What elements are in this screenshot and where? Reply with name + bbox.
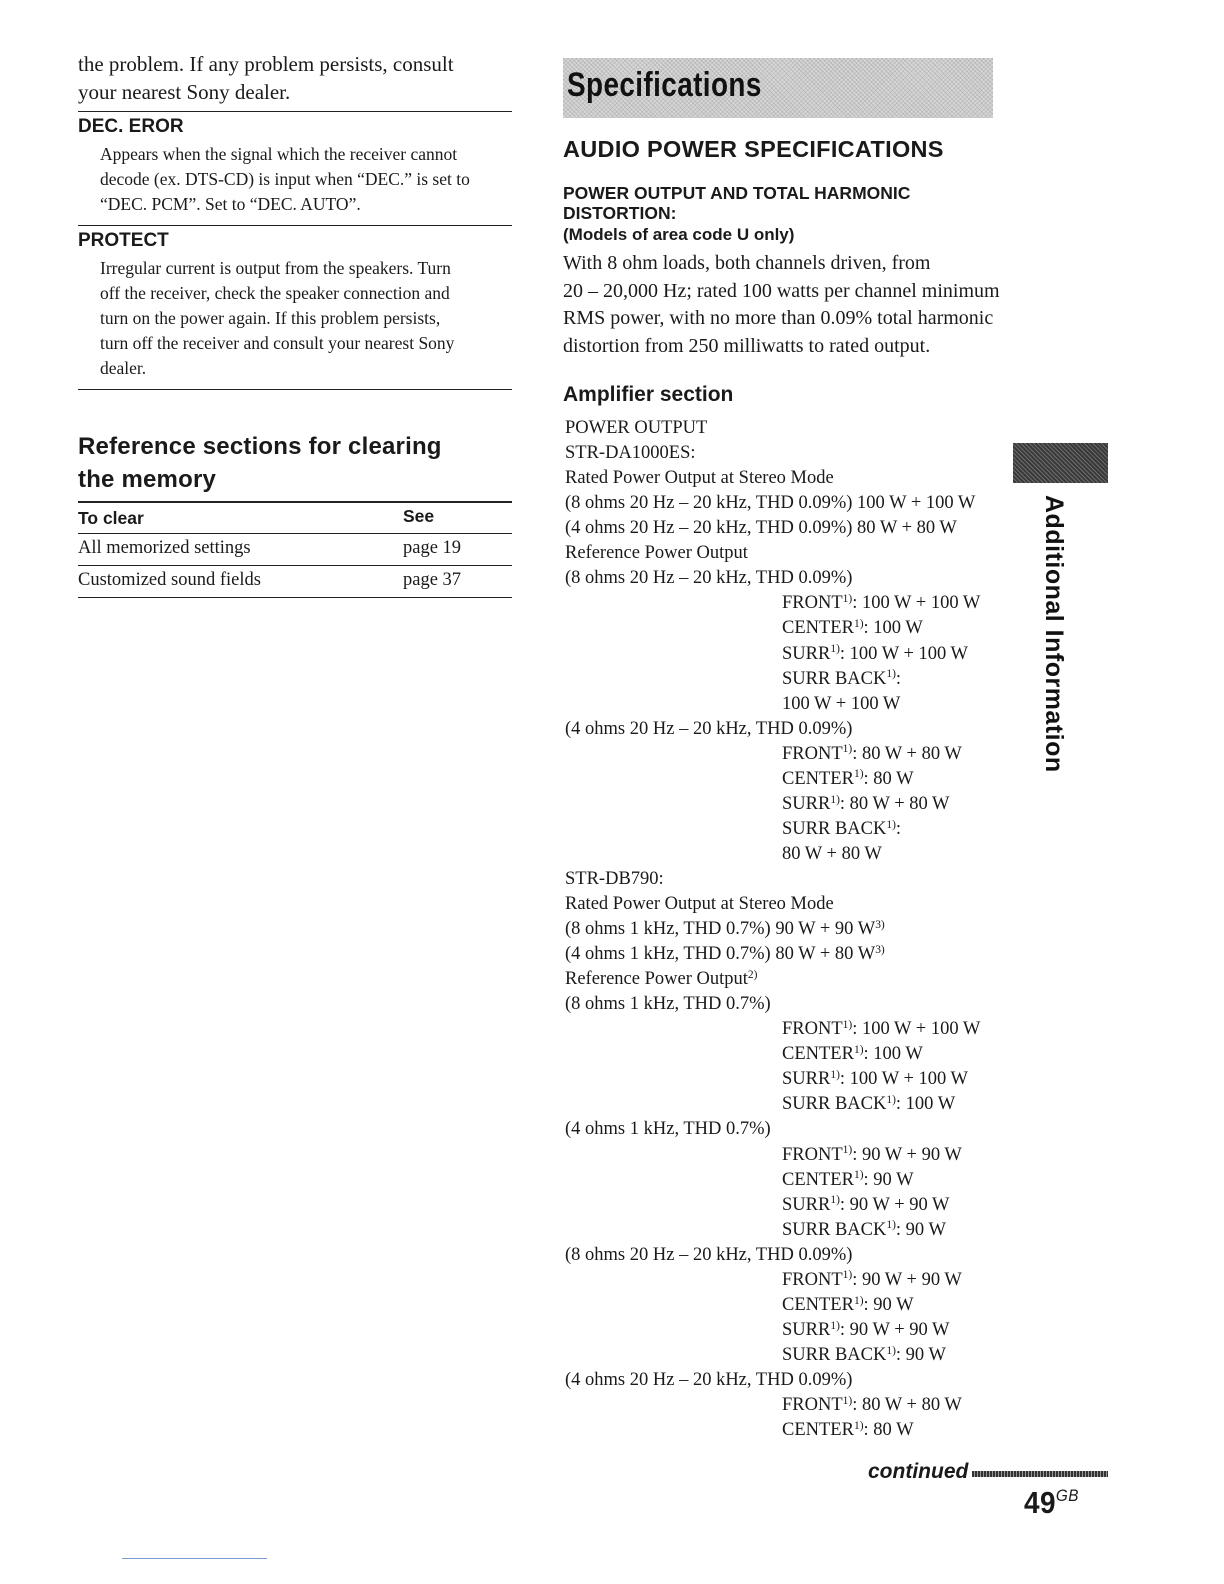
- spec-line: [782, 667, 901, 691]
- specifications-title: Specifications: [567, 66, 762, 104]
- spec-line: [565, 566, 852, 590]
- desc-line: Appears when the signal which the receiver cannot: [100, 144, 458, 164]
- spec-line: [565, 917, 885, 941]
- spec-text: (4 ohms 20 Hz – 20 kHz, THD 0.09%): [565, 718, 853, 739]
- spec-line: [782, 1418, 914, 1442]
- divider: [78, 111, 512, 112]
- spec-text: SURR BACK: [782, 1094, 887, 1115]
- spec-text: (4 ohms 1 kHz, THD 0.7%): [565, 1119, 771, 1140]
- spec-line: [782, 817, 901, 841]
- heading-line: POWER OUTPUT AND TOTAL HARMONIC: [563, 183, 911, 203]
- spec-text: CENTER: [782, 1420, 854, 1440]
- spec-line: [782, 1343, 946, 1367]
- spec-line: [782, 1067, 968, 1091]
- footnote-marker: 3): [875, 943, 885, 956]
- spec-line: [565, 541, 748, 565]
- spec-text: (4 ohms 20 Hz – 20 kHz, THD 0.09%): [565, 1369, 853, 1390]
- spec-text: SURR: [782, 1069, 831, 1090]
- footnote-marker: 1): [830, 1319, 840, 1332]
- spec-value: : 90 W: [863, 1294, 914, 1315]
- spec-line: [565, 1243, 852, 1267]
- spec-line: [782, 591, 980, 615]
- spec-text: Rated Power Output at Stereo Mode: [565, 468, 834, 489]
- spec-value: : 80 W + 80 W: [852, 1395, 962, 1415]
- spec-line: [565, 1368, 852, 1392]
- spec-line: [782, 742, 962, 766]
- page-number: [1024, 1485, 1079, 1521]
- spec-text: STR-DB790:: [565, 868, 664, 889]
- page-edge-line: [122, 1558, 267, 1559]
- desc-line: turn on the power again. If this problem persists,: [100, 308, 441, 328]
- footnote-marker: 1): [830, 1194, 840, 1207]
- message-term-dec-eror: DEC. EROR: [78, 116, 184, 137]
- footnote-marker: 1): [886, 668, 896, 681]
- table-header-rule: [78, 533, 512, 534]
- intro-text: [78, 50, 518, 106]
- spec-value: : 100 W + 100 W: [839, 1069, 969, 1090]
- spec-text: 100 W + 100 W: [782, 693, 901, 714]
- spec-line: [782, 1268, 962, 1292]
- spec-line: [782, 767, 914, 791]
- footnote-marker: 3): [875, 918, 885, 931]
- spec-text: CENTER: [782, 618, 854, 639]
- table-header-see: See: [403, 506, 435, 526]
- footnote-marker: 1): [842, 1018, 853, 1031]
- power-output-body: [563, 250, 1003, 360]
- spec-value: : 90 W + 90 W: [852, 1269, 962, 1290]
- spec-text: Reference Power Output: [565, 969, 748, 990]
- spec-line: [565, 491, 975, 515]
- spec-line: [782, 1042, 923, 1066]
- spec-value: :: [895, 668, 902, 689]
- spec-text: CENTER: [782, 1044, 854, 1065]
- continued-label: continued: [868, 1460, 969, 1483]
- spec-value: : 90 W: [863, 1169, 914, 1190]
- footnote-marker: 1): [842, 1269, 853, 1282]
- spec-value: : 90 W: [895, 1219, 946, 1240]
- table-header-to-clear: To clear: [78, 508, 144, 528]
- spec-text: POWER OUTPUT: [565, 418, 708, 438]
- page-number-value: 49: [1024, 1485, 1056, 1520]
- footnote-marker: 2): [747, 968, 758, 981]
- intro-line: the problem. If any problem persists, consult: [78, 52, 454, 76]
- spec-text: SURR: [782, 793, 831, 814]
- spec-line: [782, 842, 882, 866]
- spec-text: 80 W + 80 W: [782, 843, 882, 864]
- footnote-marker: 1): [886, 818, 896, 831]
- spec-text: STR-DA1000ES:: [565, 443, 696, 464]
- spec-text: SURR BACK: [782, 668, 887, 689]
- body-line: 20 – 20,000 Hz; rated 100 watts per channel minimum: [563, 279, 1000, 302]
- spec-line: [565, 967, 757, 991]
- table-cell: page 19: [403, 538, 462, 558]
- footnote-marker: 1): [853, 618, 864, 631]
- spec-value: : 100 W + 100 W: [852, 593, 981, 614]
- page-suffix: GB: [1055, 1486, 1079, 1505]
- spec-value: : 90 W + 90 W: [852, 1144, 962, 1165]
- spec-value: : 90 W + 90 W: [839, 1194, 950, 1215]
- footnote-marker: 1): [842, 1144, 853, 1157]
- spec-value: : 80 W: [863, 1420, 914, 1440]
- spec-line: [565, 416, 707, 440]
- spec-line: [782, 1193, 950, 1217]
- spec-value: : 90 W: [895, 1344, 946, 1365]
- spec-line: [565, 892, 834, 916]
- spec-line: [782, 1017, 980, 1041]
- spec-line: [782, 616, 923, 640]
- footnote-marker: 1): [830, 793, 840, 806]
- spec-line: [565, 867, 664, 891]
- spec-line: [782, 1092, 955, 1116]
- spec-value: :: [895, 818, 902, 839]
- heading-line: Reference sections for clearing: [78, 433, 442, 460]
- footnote-marker: 1): [842, 1394, 853, 1407]
- desc-line: “DEC. PCM”. Set to “DEC. AUTO”.: [100, 194, 361, 214]
- reference-heading: [78, 430, 518, 496]
- spec-text: CENTER: [782, 768, 854, 789]
- section-tab-label: Additional Information: [1040, 495, 1068, 773]
- spec-text: FRONT: [782, 1019, 843, 1040]
- divider: [78, 389, 512, 390]
- spec-text: CENTER: [782, 1294, 854, 1315]
- spec-text: FRONT: [782, 593, 843, 614]
- spec-text: (4 ohms 1 kHz, THD 0.7%) 80 W + 80 W: [565, 944, 876, 965]
- section-tab: [1028, 495, 1068, 795]
- spec-text: (8 ohms 20 Hz – 20 kHz, THD 0.09%): [565, 568, 853, 589]
- spec-text: (8 ohms 20 Hz – 20 kHz, THD 0.09%) 100 W + 100 W: [565, 493, 976, 514]
- spec-line: [565, 1117, 771, 1141]
- spec-value: : 100 W: [863, 1044, 923, 1065]
- spec-value: : 100 W + 100 W: [852, 1019, 981, 1040]
- intro-line: your nearest Sony dealer.: [78, 80, 291, 104]
- spec-line: [565, 441, 696, 465]
- table-cell: Customized sound fields: [78, 570, 261, 590]
- spec-text: FRONT: [782, 1269, 843, 1290]
- footnote-marker: 1): [853, 1044, 864, 1056]
- spec-text: CENTER: [782, 1169, 854, 1190]
- body-line: distortion from 250 milliwatts to rated output.: [563, 334, 931, 357]
- spec-line: [782, 1318, 950, 1342]
- spec-text: (8 ohms 1 kHz, THD 0.7%): [565, 994, 771, 1015]
- footnote-marker: 1): [853, 1169, 864, 1182]
- spec-text: (8 ohms 20 Hz – 20 kHz, THD 0.09%): [565, 1244, 853, 1265]
- spec-text: (4 ohms 20 Hz – 20 kHz, THD 0.09%) 80 W + 80 W: [565, 518, 957, 539]
- footnote-marker: 1): [853, 768, 864, 781]
- spec-text: Reference Power Output: [565, 543, 748, 564]
- spec-value: : 90 W + 90 W: [839, 1319, 950, 1340]
- spec-line: [782, 642, 968, 666]
- divider: [78, 225, 512, 226]
- spec-text: FRONT: [782, 743, 843, 764]
- spec-line: [782, 692, 900, 716]
- footnote-marker: 1): [886, 1219, 896, 1232]
- desc-line: dealer.: [100, 358, 147, 378]
- spec-text: Rated Power Output at Stereo Mode: [565, 894, 834, 914]
- audio-power-heading: AUDIO POWER SPECIFICATIONS: [563, 136, 944, 162]
- spec-text: (8 ohms 1 kHz, THD 0.7%) 90 W + 90 W: [565, 919, 876, 939]
- spec-text: SURR BACK: [782, 1344, 887, 1365]
- spec-text: SURR: [782, 1194, 831, 1215]
- table-bottom-rule: [78, 597, 512, 598]
- spec-line: [782, 1168, 914, 1192]
- spec-text: SURR: [782, 643, 831, 664]
- spec-value: : 80 W + 80 W: [839, 793, 950, 814]
- desc-line: turn off the receiver and consult your nearest Sony: [100, 333, 455, 353]
- footnote-marker: 1): [842, 593, 853, 606]
- spec-value: : 100 W: [895, 1094, 956, 1115]
- heading-line: the memory: [78, 466, 217, 493]
- spec-line: [565, 466, 834, 490]
- message-term-protect: PROTECT: [78, 230, 169, 251]
- spec-line: [782, 792, 950, 816]
- table-top-rule: [78, 501, 512, 503]
- footnote-marker: 1): [830, 1069, 840, 1081]
- message-desc-protect: [100, 256, 510, 381]
- body-line: With 8 ohm loads, both channels driven, from: [563, 252, 931, 274]
- footnote-marker: 1): [853, 1294, 864, 1307]
- spec-value: : 80 W: [863, 768, 914, 789]
- desc-line: off the receiver, check the speaker connection and: [100, 283, 450, 303]
- spec-text: FRONT: [782, 1144, 843, 1165]
- spec-value: : 100 W + 100 W: [839, 643, 969, 664]
- footnote-marker: 1): [842, 743, 853, 756]
- spec-value: : 80 W + 80 W: [852, 743, 962, 764]
- spec-text: SURR BACK: [782, 1219, 887, 1240]
- models-note: (Models of area code U only): [563, 225, 795, 244]
- power-output-heading: [563, 183, 993, 223]
- amplifier-section-heading: Amplifier section: [563, 383, 734, 406]
- spec-line: [782, 1293, 914, 1317]
- spec-text: SURR: [782, 1319, 831, 1340]
- footnote-marker: 1): [886, 1344, 896, 1357]
- spec-line: [565, 516, 957, 540]
- table-row-rule: [78, 565, 512, 566]
- section-tab-marker: [1013, 443, 1108, 483]
- message-desc-dec-eror: [100, 142, 510, 217]
- heading-line: DISTORTION:: [563, 203, 677, 223]
- spec-text: FRONT: [782, 1395, 843, 1415]
- footnote-marker: 1): [830, 643, 840, 656]
- spec-line: [565, 717, 852, 741]
- spec-line: [782, 1218, 946, 1242]
- spec-text: SURR BACK: [782, 818, 887, 839]
- table-cell: page 37: [403, 570, 462, 590]
- desc-line: decode (ex. DTS-CD) is input when “DEC.” is set to: [100, 169, 470, 189]
- spec-line: [782, 1393, 962, 1417]
- desc-line: Irregular current is output from the speakers. Turn: [100, 258, 451, 278]
- spec-value: : 100 W: [863, 618, 923, 639]
- continued-bar: [972, 1471, 1108, 1477]
- spec-line: [565, 942, 885, 966]
- footnote-marker: 1): [853, 1419, 864, 1432]
- footnote-marker: 1): [886, 1094, 896, 1106]
- spec-line: [782, 1143, 962, 1167]
- table-cell: All memorized settings: [78, 538, 251, 558]
- spec-line: [565, 992, 771, 1016]
- body-line: RMS power, with no more than 0.09% total harmonic: [563, 307, 994, 329]
